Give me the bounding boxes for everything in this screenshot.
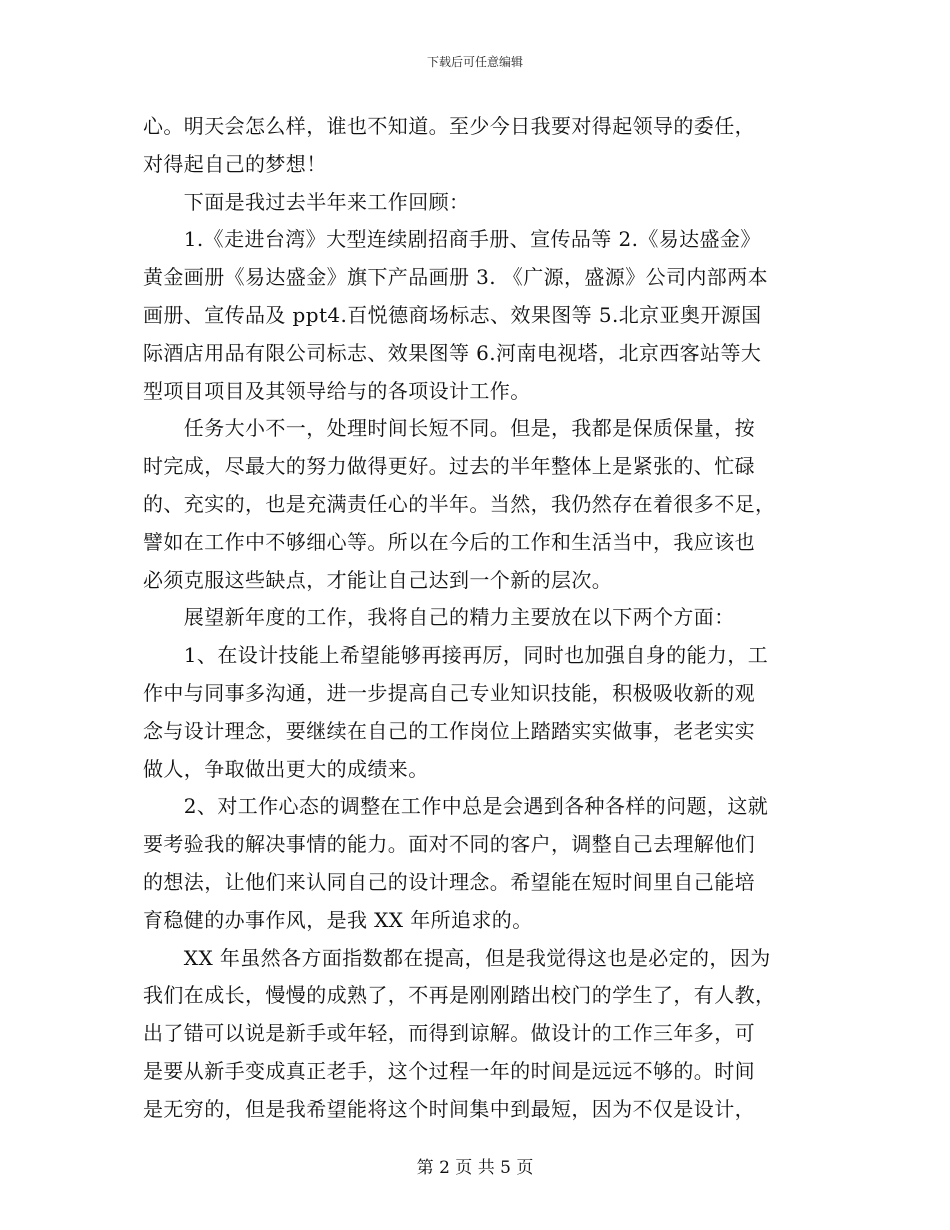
text-line: 譬如在工作中不够细心等。所以在今后的工作和生活当中，我应该也: [143, 529, 755, 554]
text-line: XX 年虽然各方面指数都在提高，但是我觉得这也是必定的，因为: [143, 945, 771, 970]
text-line: 型项目项目及其领导给与的各项设计工作。: [143, 378, 531, 403]
text-line: 下面是我过去半年来工作回顾：: [143, 189, 470, 214]
text-line: 要考验我的解决事情的能力。面对不同的客户，调整自己去理解他们: [143, 832, 755, 857]
text-line: 我们在成长，慢慢的成熟了，不再是刚刚踏出校门的学生了，有人教，: [143, 983, 776, 1008]
text-line: 的想法，让他们来认同自己的设计理念。希望能在短时间里自己能培: [143, 869, 755, 894]
text-line: 念与设计理念，要继续在自己的工作岗位上踏踏实实做事，老老实实: [143, 718, 755, 743]
text-line: 黄金画册《易达盛金》旗下产品画册 3. 《广源，盛源》公司内部两本: [143, 265, 768, 290]
document-body: [143, 108, 811, 1129]
text-line: 作中与同事多沟通，进一步提高自己专业知识技能，积极吸收新的观: [143, 680, 755, 705]
page-header: 下载后可任意编辑: [426, 55, 523, 69]
text-line: 必须克服这些缺点，才能让自己达到一个新的层次。: [143, 567, 613, 592]
text-line: 际酒店用品有限公司标志、效果图等 6.河南电视塔，北京西客站等大: [143, 340, 762, 365]
text-line: 对得起自己的梦想！: [143, 151, 327, 176]
text-line: 任务大小不一，处理时间长短不同。但是，我都是保质保量，按: [143, 416, 755, 441]
text-line: 的、充实的，也是充满责任心的半年。当然，我仍然存在着很多不足，: [143, 491, 776, 516]
text-line: 展望新年度的工作，我将自己的精力主要放在以下两个方面：: [143, 605, 735, 630]
text-line: 育稳健的办事作风，是我 XX 年所追求的。: [143, 907, 533, 932]
text-line: 1.《走进台湾》大型连续剧招商手册、宣传品等 2.《易达盛金》: [143, 227, 761, 252]
text-line: 时完成，尽最大的努力做得更好。过去的半年整体上是紧张的、忙碌: [143, 454, 755, 479]
text-line: 是无穷的，但是我希望能将这个时间集中到最短，因为不仅是设计，: [143, 1096, 755, 1121]
text-line: 出了错可以说是新手或年轻，而得到谅解。做设计的工作三年多，可: [143, 1021, 755, 1046]
text-line: 心。明天会怎么样，谁也不知道。至少今日我要对得起领导的委任，: [143, 114, 755, 138]
text-line: 画册、宣传品及 ppt4.百悦德商场标志、效果图等 5.北京亚奥开源国: [143, 302, 762, 327]
text-line: 1、在设计技能上希望能够再接再厉，同时也加强自身的能力，工: [143, 643, 769, 668]
page-number: 第 2 页 共 5 页: [416, 1158, 534, 1178]
text-line: 做人，争取做出更大的成绩来。: [143, 756, 429, 781]
text-line: 是要从新手变成真正老手，这个过程一年的时间是远远不够的。时间: [143, 1058, 755, 1083]
text-line: 2、对工作心态的调整在工作中总是会遇到各种各样的问题，这就: [143, 794, 769, 819]
